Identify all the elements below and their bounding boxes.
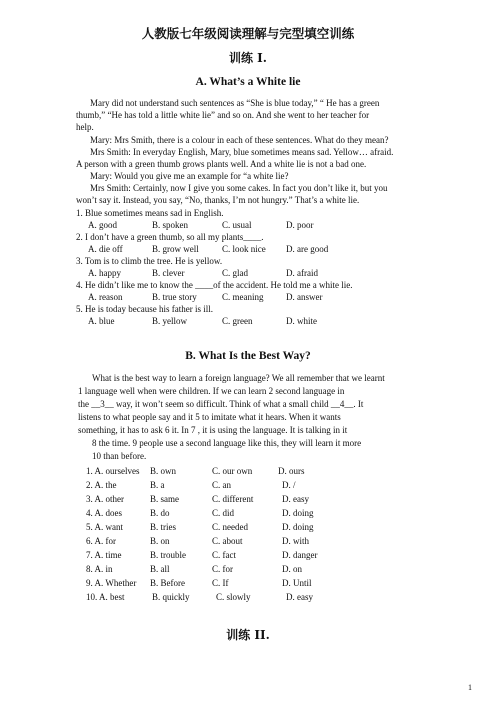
option-b-8-c: C. for <box>212 564 233 574</box>
passage-a-line: thumb,” “He has told a little white lie” and so on. And she went to her teacher for <box>76 110 370 120</box>
option-a-4-a: A. reason <box>88 292 123 302</box>
option-a-1-d: D. poor <box>286 220 314 230</box>
option-b-9-d: D. Until <box>282 578 312 588</box>
option-b-5-d: D. doing <box>282 522 314 532</box>
passage-b-line: the __3__ way, it won’t seem so difficult. Think of what a small child __4__. It <box>78 399 364 409</box>
option-b-7-a: 7. A. time <box>86 550 122 560</box>
option-a-2-a: A. die off <box>88 244 123 254</box>
option-b-5-a: 5. A. want <box>86 522 123 532</box>
option-b-7-d: D. danger <box>282 550 318 560</box>
option-a-1-b: B. spoken <box>152 220 188 230</box>
option-a-1-a: A. good <box>88 220 117 230</box>
passage-b-line: something, it has to ask 6 it. In 7 , it is using the language. It is talking in it <box>78 425 348 435</box>
option-b-2-d: D. / <box>282 480 296 490</box>
passage-a-line: A person with a green thumb grows plants well. And a white lie is not a bad one. <box>76 159 367 169</box>
option-b-8-b: B. all <box>150 564 170 574</box>
option-a-5-a: A. blue <box>88 316 115 326</box>
page-number: 1 <box>468 683 472 692</box>
option-a-5-c: C. green <box>222 316 253 326</box>
training-1-heading: 训练 I. <box>229 51 267 65</box>
passage-b-line: 10 than before. <box>92 451 147 461</box>
option-b-10-b: B. quickly <box>152 592 190 602</box>
passage-b-line: What is the best way to learn a foreign language? We all remember that we learnt <box>92 373 385 383</box>
question-a-2: 2. I don’t have a green thumb, so all my plants____. <box>76 232 264 242</box>
option-b-5-b: B. tries <box>150 522 176 532</box>
passage-b-line: listens to what people say and it 5 to imitate what it hears. When it wants <box>78 412 341 422</box>
option-b-6-b: B. on <box>150 536 170 546</box>
option-b-10-d: D. easy <box>286 592 313 602</box>
option-b-7-b: B. trouble <box>150 550 186 560</box>
option-a-4-c: C. meaning <box>222 292 264 302</box>
question-a-1: 1. Blue sometimes means sad in English. <box>76 208 224 218</box>
passage-a-line: Mrs Smith: In everyday English, Mary, blue sometimes means sad. Yellow… afraid. <box>90 147 394 157</box>
option-a-5-d: D. white <box>286 316 317 326</box>
question-a-3: 3. Tom is to climb the tree. He is yellow. <box>76 256 223 266</box>
passage-b-line: 8 the time. 9 people use a second language like this, they will learn it more <box>92 438 362 448</box>
option-b-4-b: B. do <box>150 508 170 518</box>
option-b-9-c: C. If <box>212 578 229 588</box>
option-b-2-a: 2. A. the <box>86 480 117 490</box>
option-b-3-b: B. same <box>150 494 179 504</box>
question-a-5: 5. He is today because his father is ill. <box>76 304 213 314</box>
passage-a-line: help. <box>76 122 94 132</box>
option-b-2-b: B. a <box>150 480 165 490</box>
option-a-1-c: C. usual <box>222 220 252 230</box>
training-2-heading: 训练 II. <box>226 628 270 642</box>
option-b-8-a: 8. A. in <box>86 564 113 574</box>
option-b-4-d: D. doing <box>282 508 314 518</box>
document-title: 人教版七年级阅读理解与完型填空训练 <box>141 26 355 41</box>
option-b-7-c: C. fact <box>212 550 236 560</box>
passage-a-line: Mary: Would you give me an example for “a white lie? <box>90 171 289 181</box>
option-b-10-a: 10. A. best <box>86 592 125 602</box>
passage-a-line: Mrs Smith: Certainly, now I give you some cakes. In fact you don’t like it, but you <box>90 183 388 193</box>
passage-a-line: Mary: Mrs Smith, there is a colour in each of these sentences. What do they mean? <box>90 135 389 145</box>
option-b-1-c: C. our own <box>212 466 253 476</box>
option-b-3-c: C. different <box>212 494 254 504</box>
option-b-9-a: 9. A. Whether <box>86 578 137 588</box>
option-b-3-d: D. easy <box>282 494 309 504</box>
passage-a-line: Mary did not understand such sentences as “She is blue today,” “ He has a green <box>90 98 380 108</box>
option-b-6-c: C. about <box>212 536 243 546</box>
passage-a-line: won’t say it. Instead, you say, “No, thanks, I’m not hungry.” That’s a white lie. <box>76 195 360 205</box>
option-b-1-a: 1. A. ourselves <box>86 466 140 476</box>
option-a-4-b: B. true story <box>152 292 197 302</box>
option-a-2-b: B. grow well <box>152 244 199 254</box>
option-b-5-c: C. needed <box>212 522 248 532</box>
option-b-4-a: 4. A. does <box>86 508 122 518</box>
passage-b-line: 1 language well when were children. If we can learn 2 second language in <box>78 386 345 396</box>
option-a-2-d: D. are good <box>286 244 329 254</box>
option-b-1-b: B. own <box>150 466 177 476</box>
option-b-2-c: C. an <box>212 480 231 490</box>
option-b-9-b: B. Before <box>150 578 185 588</box>
option-b-1-d: D. ours <box>278 466 305 476</box>
option-a-5-b: B. yellow <box>152 316 187 326</box>
option-b-6-d: D. with <box>282 536 309 546</box>
option-a-3-a: A. happy <box>88 268 121 278</box>
question-a-4: 4. He didn’t like me to know the ____of the accident. He told me a white lie. <box>76 280 353 290</box>
section-a-heading: A. What’s a White lie <box>195 76 301 88</box>
section-b-heading: B. What Is the Best Way? <box>185 350 311 362</box>
option-a-3-c: C. glad <box>222 268 248 278</box>
option-a-4-d: D. answer <box>286 292 323 302</box>
option-b-4-c: C. did <box>212 508 235 518</box>
option-a-2-c: C. look nice <box>222 244 266 254</box>
option-b-3-a: 3. A. other <box>86 494 124 504</box>
option-a-3-d: D. afraid <box>286 268 318 278</box>
option-b-8-d: D. on <box>282 564 302 574</box>
option-b-6-a: 6. A. for <box>86 536 116 546</box>
option-b-10-c: C. slowly <box>216 592 251 602</box>
option-a-3-b: B. clever <box>152 268 185 278</box>
